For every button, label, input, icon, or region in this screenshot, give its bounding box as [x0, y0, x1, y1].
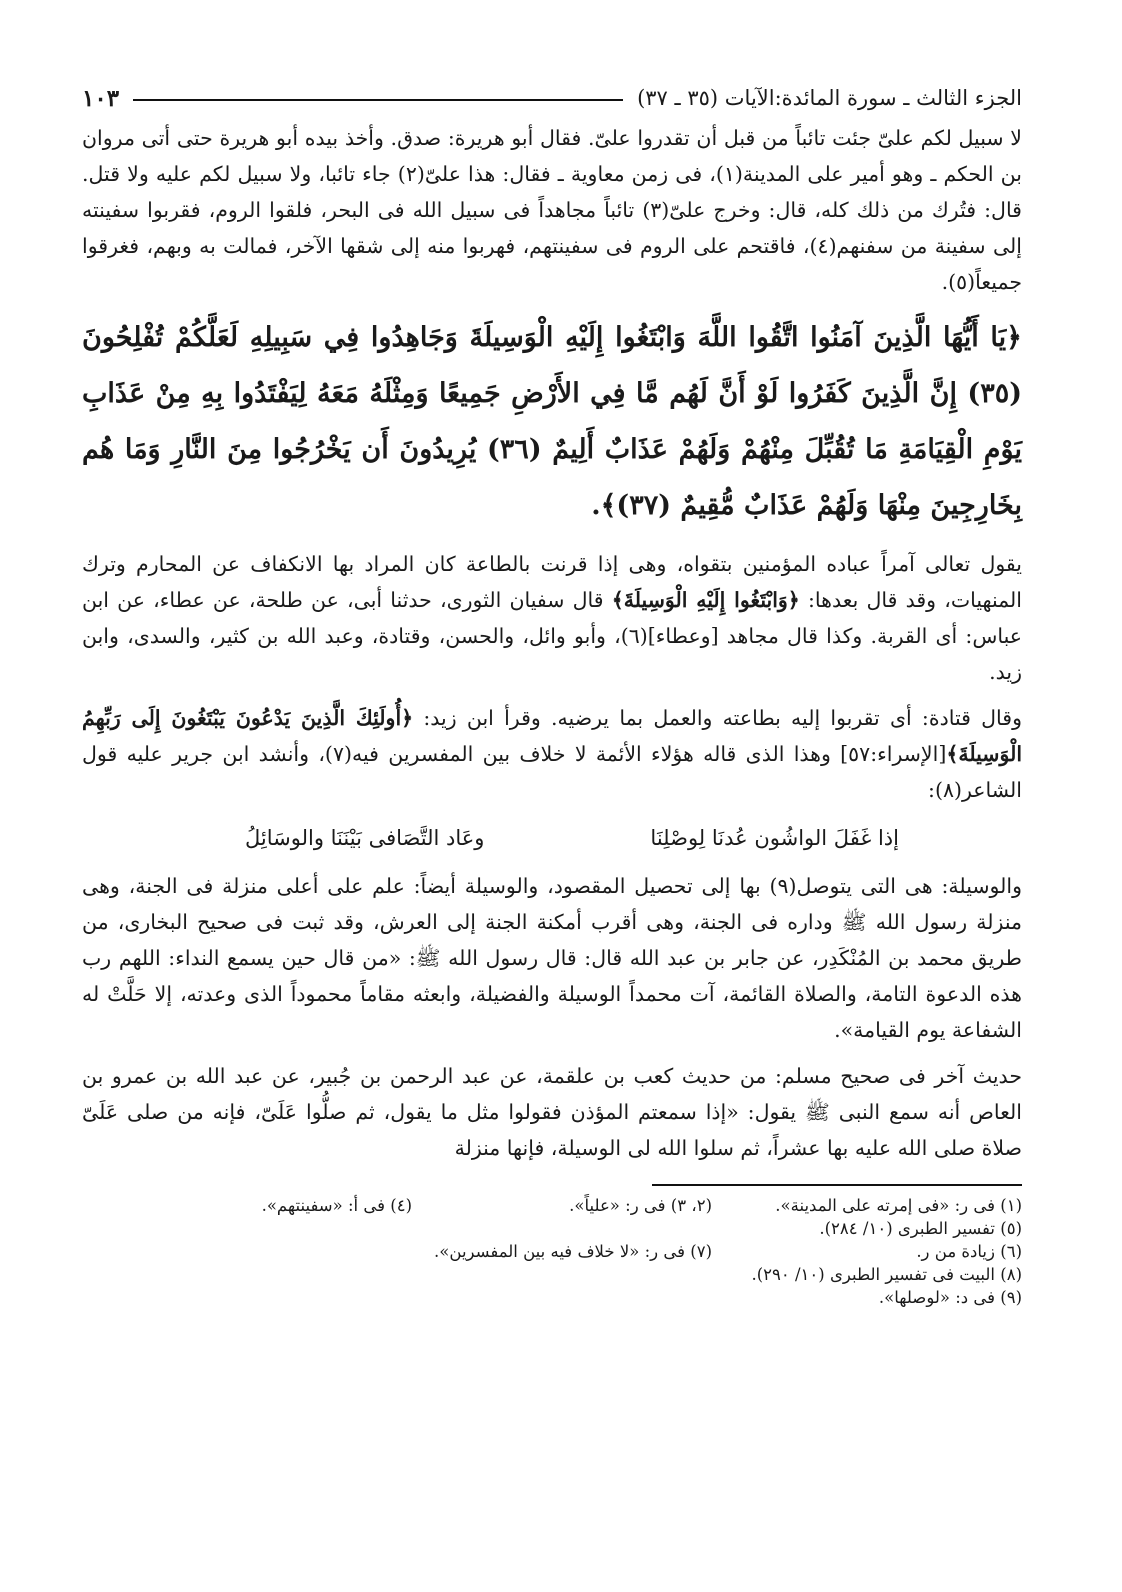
footnote-9: (٩) فى د: «لوصلها».	[878, 1288, 1022, 1307]
footnote-row	[82, 1240, 1022, 1263]
footnote-divider	[652, 1184, 1022, 1186]
footnote-5: (٥) تفسير الطبرى (١٠/ ٢٨٤).	[819, 1219, 1022, 1238]
paragraph-3-text-a: وقال قتادة: أى تقربوا إليه بطاعته والعمل بما يرضيه. وقرأ ابن زيد:	[423, 706, 1022, 730]
paragraph-3-text-b: [الإسراء:٥٧] وهذا الذى قاله هؤلاء الأئمة لا خلاف بين المفسرين فيه(٧)، وأنشد ابن جرير عليه قول الشاعر(٨):	[82, 742, 1022, 802]
footnote-row	[82, 1263, 1022, 1286]
footnote-row	[82, 1194, 1022, 1217]
poem-hemistich-right: إذا غَفَلَ الواشُون عُدنَا لِوصْلِنَا	[650, 826, 899, 850]
footnote-row	[82, 1286, 1022, 1309]
paragraph-1: لا سبيل لكم علىّ جئت تائباً من قبل أن تقدروا علىّ. فقال أبو هريرة: صدق. وأخذ بيده أبو هريرة حتى أتى مروان بن الحكم ـ وهو أمير على المدينة(١)، فى زمن معاوية ـ فقال: هذا علىّ(٢) جاء تائبا، ولا سبيل لكم عليه ولا قتل. قال: فتُرك من ذلك كله، قال: وخرج علىّ(٣) تائباً مجاهداً فى سبيل الله فى البحر، فلقوا الروم، فقربوا سفينته إلى سفينة من سفنهم(٤)، فاقتحم على الروم فى سفينتهم، فهربوا منه إلى شقها الآخر، فمالت به وبهم، فغرقوا جميعاً(٥).	[82, 126, 1022, 294]
header-rule	[133, 99, 623, 101]
running-header	[82, 76, 1022, 120]
paragraph-2-text-b: قال سفيان الثورى، حدثنا أبى، عن طلحة، عن عطاء، عن ابن عباس: أى القربة. وكذا قال مجاهد [وعطاء](٦)، وأبو وائل، والحسن، وقتادة، وعبد الله بن كثير، والسدى، وابن زيد.	[82, 588, 1023, 684]
footnote-6: (٦) زيادة من ر.	[916, 1242, 1022, 1261]
paragraph-3-quote: ﴿أُولَئِكَ الَّذِينَ يَدْعُونَ يَبْتَغُونَ إِلَى رَبِّهِمُ الْوَسِيلَةَ﴾	[82, 706, 1023, 766]
page-number: ١٠٣	[82, 84, 120, 112]
paragraph-2-text-a: يقول تعالى آمراً عباده المؤمنين بتقواه، وهى إذا قرنت بالطاعة كان المراد بها الانكفاف عن المحارم وترك المنهيات، وقد قال بعدها:	[82, 552, 1022, 612]
paragraph-2	[82, 546, 1022, 690]
footnote-7: (٧) فى ر: «لا خلاف فيه بين المفسرين».	[434, 1242, 712, 1261]
paragraph-5: حديث آخر فى صحيح مسلم: من حديث كعب بن علقمة، عن عبد الرحمن بن جُبير، عن عبد الله بن عمرو بن العاص أنه سمع النبى ﷺ يقول: «إذا سمعتم المؤذن فقولوا مثل ما يقول، ثم صلُّوا عَلَىّ، فإنه من صلى عَلَىّ صلاة صلى الله عليه بها عشراً، ثم سلوا الله لى الوسيلة، فإنها منزلة	[82, 1064, 1022, 1160]
header-title: الجزء الثالث ـ سورة المائدة:الآيات (٣٥ ـ ٣٧)	[637, 86, 1022, 110]
poem-verse	[162, 816, 982, 860]
footnote-8: (٨) البيت فى تفسير الطبرى (١٠/ ٢٩٠).	[751, 1265, 1022, 1284]
quran-verse-block: ﴿يَا أَيُّهَا الَّذِينَ آمَنُوا اتَّقُوا اللَّهَ وَابْتَغُوا إِلَيْهِ الْوَسِيلَةَ وَجَاهِدُوا فِي سَبِيلِهِ لَعَلَّكُمْ تُفْلِحُونَ (٣٥) إِنَّ الَّذِينَ كَفَرُوا لَوْ أَنَّ لَهُم مَّا فِي الأَرْضِ جَمِيعًا وَمِثْلَهُ مَعَهُ لِيَفْتَدُوا بِهِ مِنْ عَذَابِ يَوْمِ الْقِيَامَةِ مَا تُقُبِّلَ مِنْهُمْ وَلَهُمْ عَذَابٌ أَلِيمٌ (٣٦) يُرِيدُونَ أَن يَخْرُجُوا مِنَ النَّارِ وَمَا هُم بِخَارِجِينَ مِنْهَا وَلَهُمْ عَذَابٌ مُّقِيمٌ (٣٧)﴾.	[82, 322, 1022, 521]
footnote-row	[82, 1217, 1022, 1240]
paragraph-3	[82, 700, 1022, 808]
poem-hemistich-left: وعَاد التَّصَافى بَيْنَنَا والوسَائِلُ	[245, 826, 485, 850]
document-page	[82, 76, 1022, 1309]
footnote-4: (٤) فى أ: «سفينتهم».	[261, 1196, 412, 1215]
paragraph-4: والوسيلة: هى التى يتوصل(٩) بها إلى تحصيل المقصود، والوسيلة أيضاً: علم على أعلى منزلة فى الجنة، وهى منزلة رسول الله ﷺ وداره فى الجنة، وهى أقرب أمكنة الجنة إلى العرش، وقد ثبت فى صحيح البخارى، من طريق محمد بن المُنْكَدِر، عن جابر بن عبد الله قال: قال رسول الله ﷺ: «من قال حين يسمع النداء: اللهم رب هذه الدعوة التامة، والصلاة القائمة، آت محمداً الوسيلة والفضيلة، وابعثه مقاماً محموداً الذى وعدته، إلا حَلَّتْ له الشفاعة يوم القيامة».	[82, 874, 1022, 1042]
footnote-2-3: (٢، ٣) فى ر: «علياً».	[569, 1196, 712, 1215]
footnote-1: (١) فى ر: «فى إمرته على المدينة».	[775, 1196, 1022, 1215]
paragraph-2-quote: ﴿وَابْتَغُوا إِلَيْهِ الْوَسِيلَةَ﴾	[611, 588, 800, 612]
footnotes	[82, 1194, 1022, 1309]
